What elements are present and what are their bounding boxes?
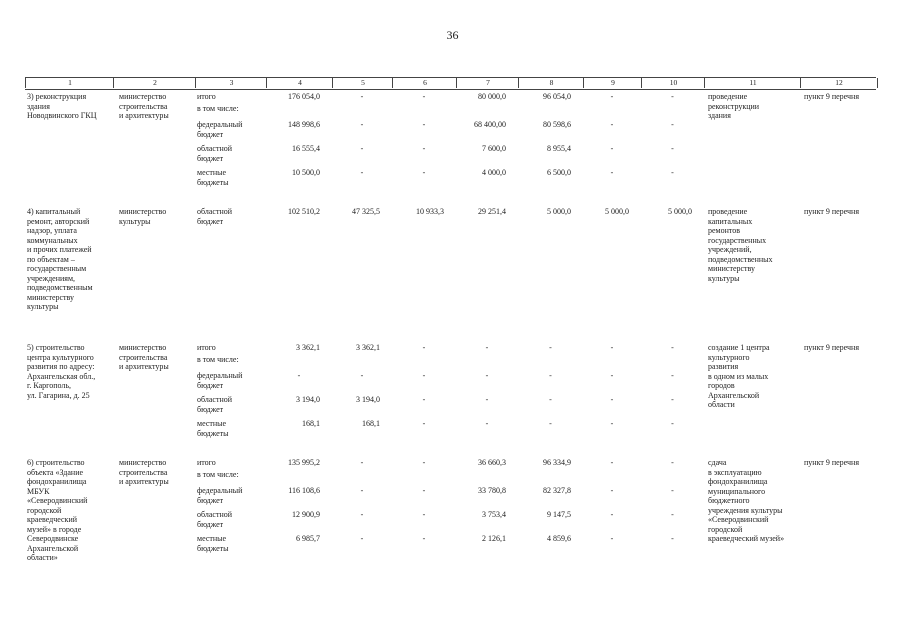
- value-cell: 3 753,4: [482, 510, 506, 519]
- value-cell: -: [422, 120, 426, 129]
- value-cell: -: [485, 419, 489, 428]
- value-cell: -: [422, 534, 426, 543]
- value-cell: 5 000,0: [547, 207, 571, 216]
- value-cell: -: [422, 144, 426, 153]
- value-cell: -: [671, 419, 674, 428]
- value-cell: 168,1: [362, 419, 380, 428]
- row-title-line: Новодвинского ГКЦ: [27, 111, 97, 120]
- value-cell: -: [610, 395, 614, 404]
- budget-source: бюджет: [197, 519, 224, 529]
- row-title-line: развития по адресу:: [27, 362, 95, 371]
- value-cell: -: [485, 371, 489, 380]
- value-cell: -: [422, 168, 426, 177]
- value-cell: -: [422, 371, 426, 380]
- value-cell: 6 500,0: [547, 168, 571, 177]
- value-cell: -: [549, 395, 552, 404]
- value-cell: -: [422, 510, 426, 519]
- header-cell: 11: [704, 78, 801, 88]
- row-title-line: Северодвинске: [27, 534, 79, 543]
- row-title-line: центра культурного: [27, 352, 94, 362]
- value-cell: -: [671, 534, 674, 543]
- responsible-line: строительства: [119, 352, 168, 362]
- result-line: городов: [708, 381, 735, 390]
- row-title-line: г. Каргополь,: [27, 381, 72, 390]
- value-cell: -: [360, 510, 364, 519]
- value-cell: -: [360, 120, 364, 129]
- value-cell: -: [422, 486, 426, 495]
- budget-source: бюджеты: [197, 543, 229, 553]
- result-line: фондохранилища: [708, 477, 768, 486]
- value-cell: -: [422, 343, 426, 352]
- value-cell: 96 054,0: [543, 92, 571, 101]
- value-cell: 16 555,4: [292, 144, 320, 153]
- value-cell: -: [610, 168, 614, 177]
- value-cell: -: [610, 458, 614, 467]
- header-cell: 8: [518, 78, 584, 88]
- budget-source: бюджет: [197, 129, 224, 139]
- value-cell: -: [671, 510, 674, 519]
- result-line: проведение: [708, 207, 748, 216]
- value-cell: -: [360, 371, 364, 380]
- responsible-line: министерство: [119, 343, 167, 352]
- value-cell: -: [671, 144, 674, 153]
- value-cell: 10 933,3: [416, 207, 444, 216]
- row-title-line: учреждениям,: [27, 273, 76, 283]
- result-line: культуры: [708, 273, 740, 283]
- budget-source: бюджеты: [197, 177, 229, 187]
- budget-source: итого: [197, 92, 216, 101]
- value-cell: -: [610, 343, 614, 352]
- value-cell: 148 998,6: [288, 120, 320, 129]
- row-title-line: ремонт, авторский: [27, 216, 90, 226]
- value-cell: -: [671, 486, 674, 495]
- value-cell: -: [610, 534, 614, 543]
- result-line: «Северодвинский: [708, 515, 769, 524]
- row-title-line: Архангельской: [27, 543, 79, 553]
- row-title-line: Архангельская обл.,: [27, 371, 96, 381]
- row-title-line: 6) строительство: [27, 458, 85, 467]
- result-line: краеведческий музей»: [708, 534, 785, 543]
- value-cell: 82 327,8: [543, 486, 571, 495]
- responsible-line: и архитектуры: [119, 477, 169, 486]
- header-cell: 12: [800, 78, 878, 88]
- row-title-line: МБУК: [27, 486, 50, 496]
- header-cell: 3: [195, 78, 267, 88]
- value-cell: -: [422, 458, 426, 467]
- header-cell: 9: [583, 78, 642, 88]
- result-line: области: [708, 400, 735, 409]
- page-number: 36: [446, 28, 459, 42]
- header-cell: 5: [332, 78, 393, 88]
- value-cell: -: [610, 486, 614, 495]
- value-cell: 36 660,3: [478, 458, 506, 467]
- result-line: культурного: [708, 352, 750, 362]
- reference-cell: пункт 9 перечня: [804, 458, 860, 467]
- row-title-line: и прочих платежей: [27, 245, 92, 254]
- value-cell: -: [549, 343, 552, 352]
- value-cell: -: [610, 371, 614, 380]
- value-cell: 3 362,1: [356, 343, 380, 352]
- reference-cell: пункт 9 перечня: [804, 92, 860, 101]
- row-title-line: надзор, уплата: [27, 226, 77, 235]
- value-cell: -: [610, 510, 614, 519]
- row-title-line: «Северодвинский: [27, 496, 88, 505]
- row-title-line: музей» в городе: [27, 524, 82, 534]
- result-line: городской: [708, 524, 743, 534]
- responsible-line: культуры: [119, 216, 151, 226]
- value-cell: 116 108,6: [288, 486, 320, 495]
- header-cell: 7: [456, 78, 519, 88]
- responsible-line: министерство: [119, 207, 167, 216]
- row-title-line: здания: [27, 101, 50, 111]
- result-line: развития: [708, 362, 739, 371]
- responsible-line: строительства: [119, 101, 168, 111]
- value-cell: 4 000,0: [482, 168, 506, 177]
- result-line: здания: [708, 111, 731, 120]
- value-cell: 8 955,4: [547, 144, 571, 153]
- value-cell: 29 251,4: [478, 207, 506, 216]
- budget-source: областной: [197, 207, 233, 216]
- budget-source: в том числе:: [197, 355, 239, 364]
- value-cell: -: [610, 419, 614, 428]
- row-title-line: городской: [27, 505, 62, 515]
- row-title-line: фондохранилища: [27, 477, 87, 486]
- value-cell: 4 859,6: [547, 534, 571, 543]
- result-line: учреждения культуры: [708, 505, 783, 515]
- value-cell: -: [360, 168, 364, 177]
- result-line: создание 1 центра: [708, 343, 770, 352]
- budget-source: местные: [197, 168, 227, 177]
- value-cell: -: [671, 120, 674, 129]
- row-title-line: коммунальных: [27, 235, 78, 245]
- budget-source: в том числе:: [197, 470, 239, 479]
- result-line: в одном из малых: [708, 371, 769, 381]
- value-cell: 47 325,5: [352, 207, 380, 216]
- row-title-line: 3) реконструкция: [27, 92, 87, 101]
- row-title-line: министерству: [27, 292, 75, 302]
- value-cell: -: [297, 371, 301, 380]
- budget-source: федеральный: [197, 120, 243, 129]
- budget-source: в том числе:: [197, 104, 239, 113]
- result-line: реконструкции: [708, 101, 760, 111]
- value-cell: -: [422, 92, 426, 101]
- value-cell: -: [671, 343, 674, 352]
- value-cell: -: [610, 144, 614, 153]
- budget-source: областной: [197, 144, 233, 153]
- row-title-line: государственным: [27, 264, 87, 273]
- budget-source: бюджет: [197, 216, 224, 226]
- value-cell: -: [485, 395, 489, 404]
- value-cell: 102 510,2: [288, 207, 320, 216]
- header-cell: 1: [25, 78, 114, 88]
- reference-cell: пункт 9 перечня: [804, 343, 860, 352]
- budget-source: федеральный: [197, 371, 243, 380]
- value-cell: -: [422, 395, 426, 404]
- value-cell: -: [671, 92, 674, 101]
- result-line: государственных: [708, 235, 767, 245]
- value-cell: 3 194,0: [296, 395, 320, 404]
- reference-cell: пункт 9 перечня: [804, 207, 860, 216]
- value-cell: 5 000,0: [605, 207, 629, 216]
- value-cell: 6 985,7: [296, 534, 320, 543]
- row-title-line: 4) капитальный: [27, 207, 81, 216]
- header-cell: 4: [266, 78, 333, 88]
- budget-source: местные: [197, 419, 227, 428]
- value-cell: -: [549, 371, 552, 380]
- responsible-line: министерство: [119, 92, 167, 101]
- budget-source: бюджеты: [197, 428, 229, 438]
- value-cell: 33 780,8: [478, 486, 506, 495]
- value-cell: 10 500,0: [292, 168, 320, 177]
- row-title-line: ул. Гагарина, д. 25: [27, 390, 90, 400]
- value-cell: 7 600,0: [482, 144, 506, 153]
- budget-source: местные: [197, 534, 227, 543]
- row-title-line: объекта «Здание: [27, 467, 84, 477]
- value-cell: -: [549, 419, 552, 428]
- row-title-line: 5) строительство: [27, 343, 85, 352]
- value-cell: -: [360, 534, 364, 543]
- value-cell: -: [610, 120, 614, 129]
- value-cell: 9 147,5: [547, 510, 571, 519]
- row-title-line: области»: [27, 553, 58, 562]
- result-line: бюджетного: [708, 496, 750, 505]
- value-cell: -: [671, 371, 674, 380]
- value-cell: 68 400,00: [474, 120, 506, 129]
- value-cell: 80 000,0: [478, 92, 506, 101]
- result-line: капитальных: [708, 216, 753, 226]
- value-cell: 2 126,1: [482, 534, 506, 543]
- value-cell: -: [360, 486, 364, 495]
- value-cell: -: [671, 395, 674, 404]
- value-cell: -: [360, 144, 364, 153]
- row-title-line: по объектам –: [27, 254, 75, 264]
- value-cell: 135 995,2: [288, 458, 320, 467]
- budget-source: областной: [197, 510, 233, 519]
- header-cell: 10: [641, 78, 705, 88]
- value-cell: -: [485, 343, 489, 352]
- result-line: в эксплуатацию: [708, 467, 762, 477]
- budget-source: бюджет: [197, 380, 224, 390]
- value-cell: -: [671, 168, 674, 177]
- value-cell: 96 334,9: [543, 458, 571, 467]
- value-cell: -: [360, 458, 364, 467]
- row-title-line: подведомственным: [27, 283, 93, 292]
- result-line: подведомственных: [708, 254, 773, 264]
- budget-source: областной: [197, 395, 233, 404]
- value-cell: -: [610, 92, 614, 101]
- header-cell: 6: [392, 78, 457, 88]
- responsible-line: строительства: [119, 467, 168, 477]
- value-cell: -: [422, 419, 426, 428]
- responsible-line: и архитектуры: [119, 111, 169, 120]
- value-cell: 176 054,0: [288, 92, 320, 101]
- header-cell: 2: [113, 78, 196, 88]
- value-cell: 5 000,0: [668, 207, 692, 216]
- value-cell: 3 362,1: [296, 343, 320, 352]
- value-cell: 80 598,6: [543, 120, 571, 129]
- result-line: учреждений,: [708, 245, 752, 254]
- result-line: Архангельской: [708, 390, 760, 400]
- budget-source: бюджет: [197, 153, 224, 163]
- value-cell: 3 194,0: [356, 395, 380, 404]
- result-line: сдача: [708, 458, 727, 467]
- budget-source: итого: [197, 458, 216, 467]
- result-line: муниципального: [708, 486, 766, 496]
- budget-source: федеральный: [197, 486, 243, 495]
- responsible-line: министерство: [119, 458, 167, 467]
- row-title-line: краеведческий: [27, 515, 78, 524]
- responsible-line: и архитектуры: [119, 362, 169, 371]
- budget-source: итого: [197, 343, 216, 352]
- result-line: проведение: [708, 92, 748, 101]
- budget-source: бюджет: [197, 404, 224, 414]
- value-cell: -: [671, 458, 674, 467]
- value-cell: 168,1: [302, 419, 320, 428]
- row-title-line: культуры: [27, 302, 59, 311]
- result-line: министерству: [708, 264, 756, 273]
- value-cell: 12 900,9: [292, 510, 320, 519]
- result-line: ремонтов: [708, 226, 741, 235]
- budget-source: бюджет: [197, 495, 224, 505]
- value-cell: -: [360, 92, 364, 101]
